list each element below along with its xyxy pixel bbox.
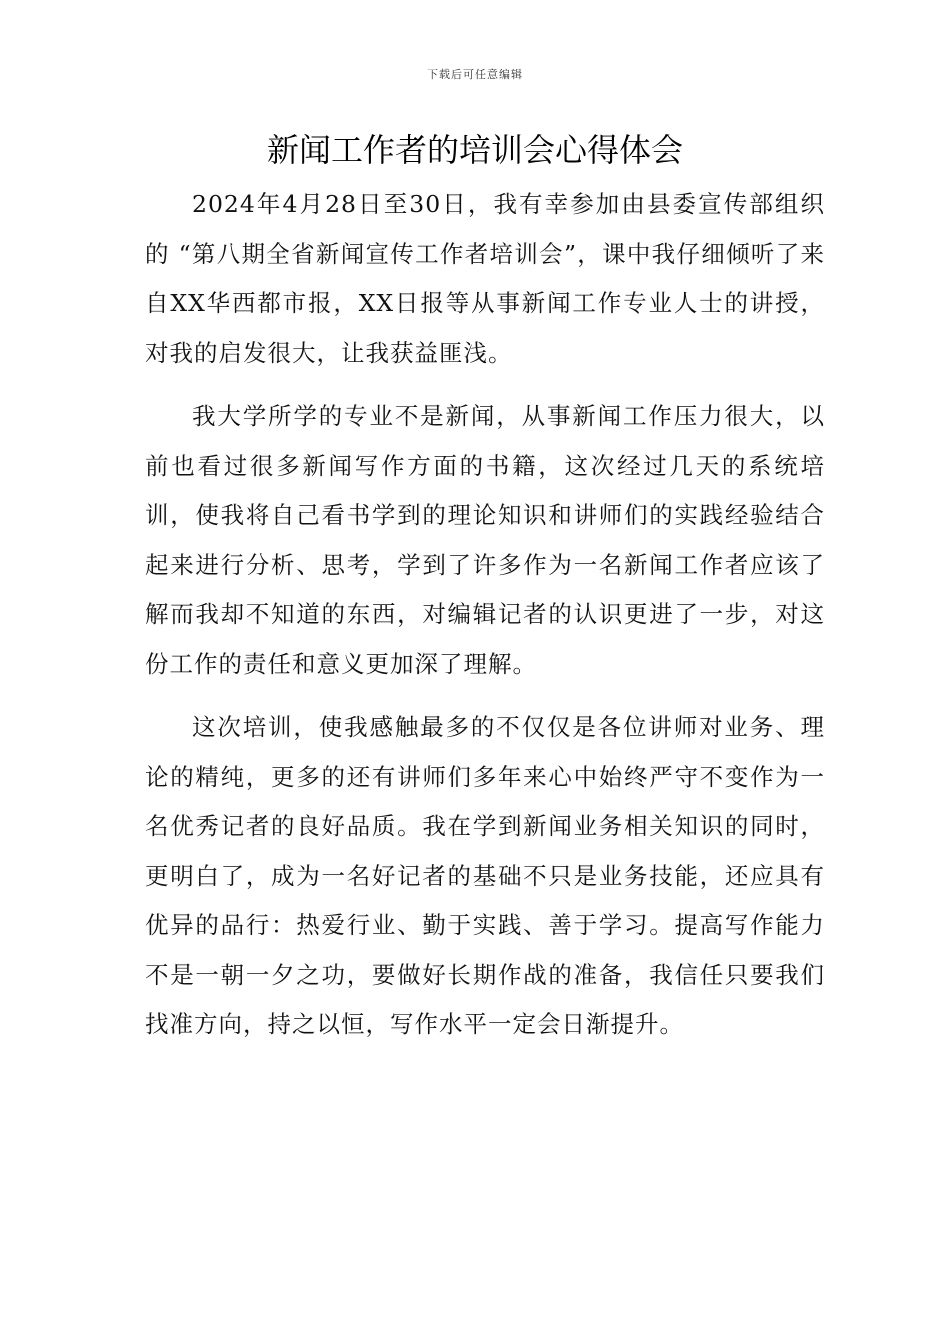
header-note: 下载后可任意编辑 xyxy=(427,68,523,81)
document-body xyxy=(145,180,825,1064)
paragraph-1: 2024年4月28日至30日，我有幸参加由县委宣传部组织的 “第八期全省新闻宣传工作者培训会”，课中我仔细倾听了来自XX华西都市报，XX日报等从事新闻工作专业人士的讲授，对我的启发很大，让我获益匪浅。 xyxy=(145,190,825,367)
document-title: 新闻工作者的培训会心得体会 xyxy=(266,131,683,169)
paragraph-3: 这次培训，使我感触最多的不仅仅是各位讲师对业务、理论的精纯，更多的还有讲师们多年来心中始终严守不变作为一名优秀记者的良好品质。我在学到新闻业务相关知识的同时，更明白了，成为一名好记者的基础不只是业务技能，还应具有优异的品行：热爱行业、勤于实践、善于学习。提高写作能力不是一朝一夕之功，要做好长期作战的准备，我信任只要我们找准方向，持之以恒，写作水平一定会日渐提升。 xyxy=(145,713,825,1038)
paragraph-2: 我大学所学的专业不是新闻，从事新闻工作压力很大，以前也看过很多新闻写作方面的书籍，这次经过几天的系统培训，使我将自己看书学到的理论知识和讲师们的实践经验结合起来进行分析、思考，学到了许多作为一名新闻工作者应该了解而我却不知道的东西，对编辑记者的认识更进了一步，对这份工作的责任和意义更加深了理解。 xyxy=(145,402,825,678)
